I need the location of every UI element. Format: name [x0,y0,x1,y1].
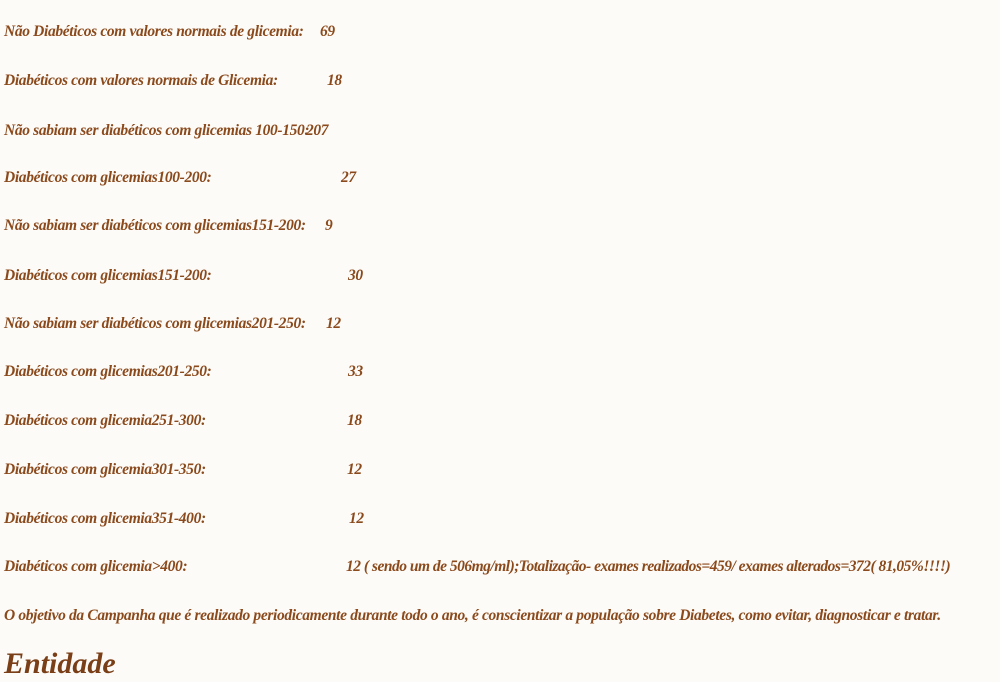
stat-row [4,69,994,93]
stat-value: 69 [320,23,335,40]
stat-row [4,555,994,579]
stat-value: 27 [341,169,356,186]
stat-value: 30 [348,267,363,284]
stat-label: Diabéticos com glicemia351-400: [4,510,206,527]
stat-row [4,507,994,531]
stat-row [4,312,994,336]
stat-label: Não Diabéticos com valores normais de glicemia: [4,23,304,40]
section-heading: Entidade [4,647,116,680]
stat-row [4,166,994,190]
stat-row [4,264,994,288]
stat-label: Diabéticos com glicemias201-250: [4,363,212,380]
campaign-objective-text: O objetivo da Campanha que é realizado periodicamente durante todo o ano, é conscientizar a população sobre Diabetes, como evitar, diagnosticar e tratar. [4,607,941,624]
stat-value: 207 [306,122,329,139]
stat-label: Diabéticos com valores normais de Glicemia: [4,72,278,89]
stat-label: Diabéticos com glicemia>400: [4,558,188,575]
stat-value: 12 [326,315,341,332]
stat-row [4,409,994,433]
stat-row [4,119,994,143]
stat-row [4,214,994,238]
stat-label: Diabéticos com glicemias151-200: [4,267,212,284]
stat-value: 12 [349,510,364,527]
stat-label: Não sabiam ser diabéticos com glicemias201-250: [4,315,306,332]
stat-label: Diabéticos com glicemia301-350: [4,461,206,478]
stat-value: 18 [327,72,342,89]
stat-row [4,20,994,44]
stat-label: Diabéticos com glicemias100-200: [4,169,212,186]
stat-value: 33 [348,363,363,380]
stat-label: Não sabiam ser diabéticos com glicemias151-200: [4,217,306,234]
stat-row [4,360,994,384]
stat-value: 9 [325,217,333,234]
stat-label: Não sabiam ser diabéticos com glicemias 100-150: [4,122,310,139]
stat-value: 12 [347,461,362,478]
stat-value: 12 ( sendo um de 506mg/ml);Totalização- exames realizados=459/ exames alterados=372( 81,05%!!!!) [346,558,951,575]
stat-value: 18 [347,412,362,429]
stat-row [4,458,994,482]
stat-label: Diabéticos com glicemia251-300: [4,412,206,429]
